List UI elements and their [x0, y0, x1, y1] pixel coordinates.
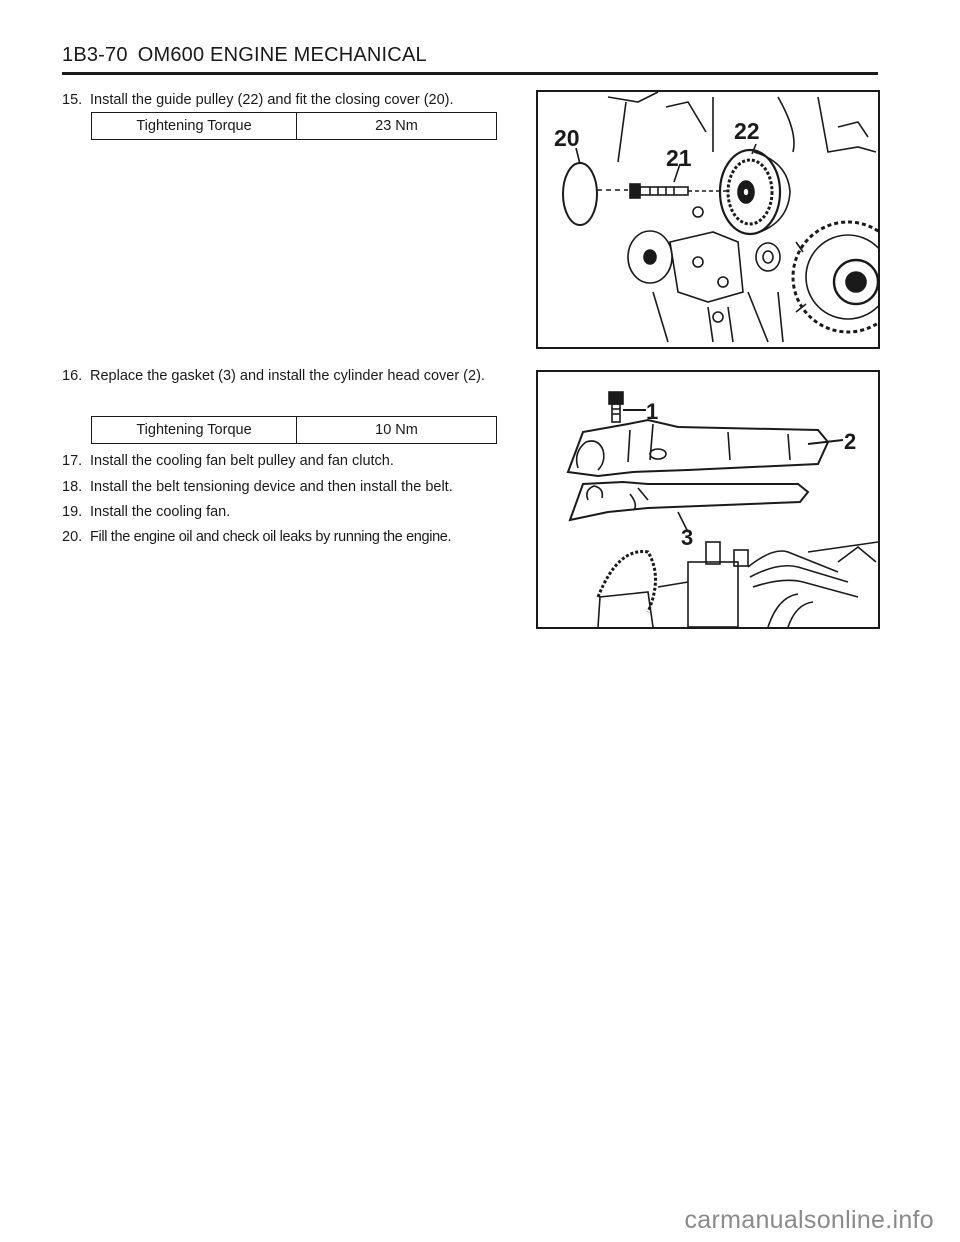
- step-text: Fill the engine oil and check oil leaks by running the engine.: [90, 529, 452, 545]
- step-number: 15.: [62, 92, 83, 108]
- callout-1: 1: [646, 399, 659, 424]
- header-rule: [62, 72, 878, 75]
- torque-label: Tightening Torque: [92, 417, 297, 443]
- step-number: 20.: [62, 529, 83, 545]
- torque-value: 23 Nm: [375, 118, 418, 134]
- torque-table-2: [91, 416, 497, 444]
- torque-value: 10 Nm: [375, 422, 418, 438]
- step-number: 17.: [62, 453, 83, 469]
- section-title: OM600 ENGINE MECHANICAL: [137, 44, 427, 66]
- section-code: 1B3-70: [62, 44, 128, 66]
- step-number: 19.: [62, 504, 83, 520]
- callout-20: 20: [554, 125, 580, 151]
- step-text: Replace the gasket (3) and install the cylinder head cover (2).: [90, 368, 485, 384]
- step-text: Install the cooling fan belt pulley and fan clutch.: [90, 453, 394, 469]
- callout-22: 22: [734, 118, 760, 144]
- torque-table-1: [91, 112, 497, 140]
- callout-21: 21: [666, 145, 692, 171]
- callout-3: 3: [681, 525, 694, 550]
- page-header: [62, 44, 427, 67]
- guide-pulley-figure: [536, 90, 880, 349]
- torque-label: Tightening Torque: [92, 113, 297, 139]
- step-number: 16.: [62, 368, 83, 384]
- cylinder-head-cover-figure: [536, 370, 880, 629]
- step-text: Install the cooling fan.: [90, 504, 231, 520]
- callout-2: 2: [844, 429, 857, 454]
- step-text: Install the belt tensioning device and then install the belt.: [90, 479, 453, 495]
- step-text: Install the guide pulley (22) and fit the closing cover (20).: [90, 92, 454, 108]
- watermark: carmanualsonline.info: [684, 1206, 934, 1234]
- step-number: 18.: [62, 479, 83, 495]
